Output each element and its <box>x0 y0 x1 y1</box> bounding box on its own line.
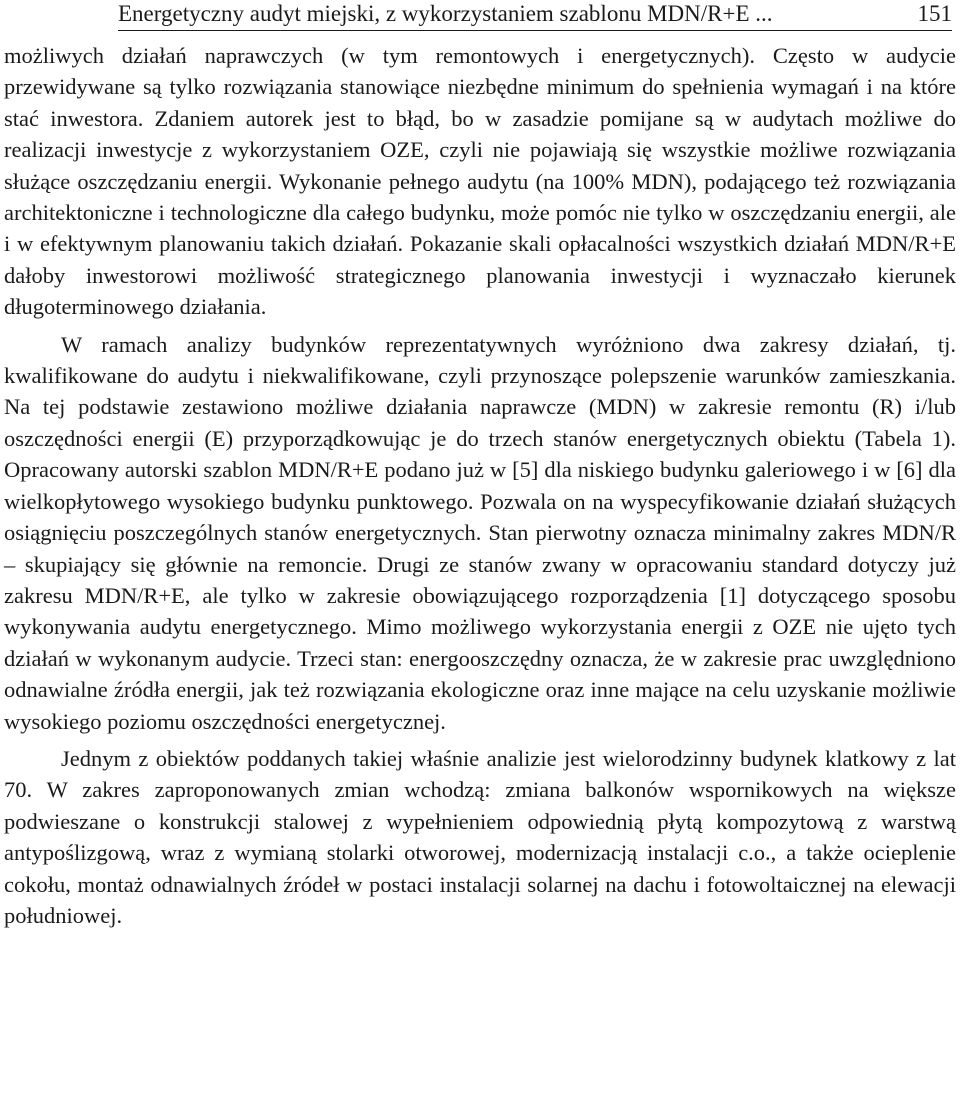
paragraph-analysis-scope: W ramach analizy budynków reprezentatywnych wyróżniono dwa zakresy działań, tj. kwalifikowane do audytu i niekwalifikowane, czyli przynoszące polepszenie warunków zamieszkania. Na tej podstawie zestawiono możliwe działania naprawcze (MDN) w zakresie remontu (R) i/lub oszczędności energii (E) przyporządkowując je do trzech stanów energetycznych obiektu (Tabela 1). Opracowany autorski szablon MDN/R+E podano już w [5] dla niskiego budynku galeriowego i w [6] dla wielkopłytowego wysokiego budynku punktowego. Pozwala on na wyspecyfikowanie działań służących osiągnięciu poszczególnych stanów energetycznych. Stan pierwotny oznacza minimalny zakres MDN/R – skupiający się głównie na remoncie. Drugi ze stanów zwany w opracowaniu standard dotyczy już zakresu MDN/R+E, ale tylko w zakresie obowiązującego rozporządzenia [1] dotyczącego sposobu wykonywania audytu energetycznego. Mimo możliwego wykorzystania energii z OZE nie ujęto tych działań w wykonanym audycie. Trzeci stan: energooszczędny oznacza, że w zakresie prac uwzględniono odnawialne źródła energii, jak też rozwiązania ekologiczne oraz inne mające na celu uzyskanie możliwie wysokiego poziomu oszczędności energetycznej. <box>4 331 956 734</box>
paragraph-continuation: możliwych działań naprawczych (w tym remontowych i energetycznych). Często w audycie przewidywane są tylko rozwiązania stanowiące niezbędne minimum do spełnienia wymagań i na które stać inwestora. Zdaniem autorek jest to błąd, bo w zasadzie pomijane są w audytach możliwe do realizacji inwestycje z wykorzystaniem OZE, czyli nie pojawiają się wszystkie możliwe rozwiązania służące oszczędzaniu energii. Wykonanie pełnego audytu (na 100% MDN), podającego też rozwiązania architektoniczne i technologiczne dla całego budynku, może pomóc nie tylko w oszczędzaniu energii, ale i w efektywnym planowaniu takich działań. Pokazanie skali opłacalności wszystkich działań MDN/R+E dałoby inwestorowi możliwość strategicznego planowania inwestycji i wyznaczało kierunek długoterminowego działania. <box>4 43 956 320</box>
body-text <box>4 40 956 931</box>
running-header <box>118 0 952 31</box>
paragraph-example-building: Jednym z obiektów poddanych takiej właśnie analizie jest wielorodzinny budynek klatkowy z lat 70. W zakres zaproponowanych zmian wchodzą: zmiana balkonów wspornikowych na większe podwieszane o konstrukcji stalowej z wypełnieniem odpowiednią płytą kompozytową z warstwą antypoślizgową, wraz z wymianą stolarki otworowej, modernizacją instalacji c.o., a także ocieplenie cokołu, montaż odnawialnych źródeł w postaci instalacji solarnej na dachu i fotowoltaicznej na elewacji południowej. <box>4 745 956 928</box>
page-number: 151 <box>917 1 952 26</box>
running-title: Energetyczny audyt miejski, z wykorzystaniem szablonu MDN/R+E ... <box>118 1 773 26</box>
